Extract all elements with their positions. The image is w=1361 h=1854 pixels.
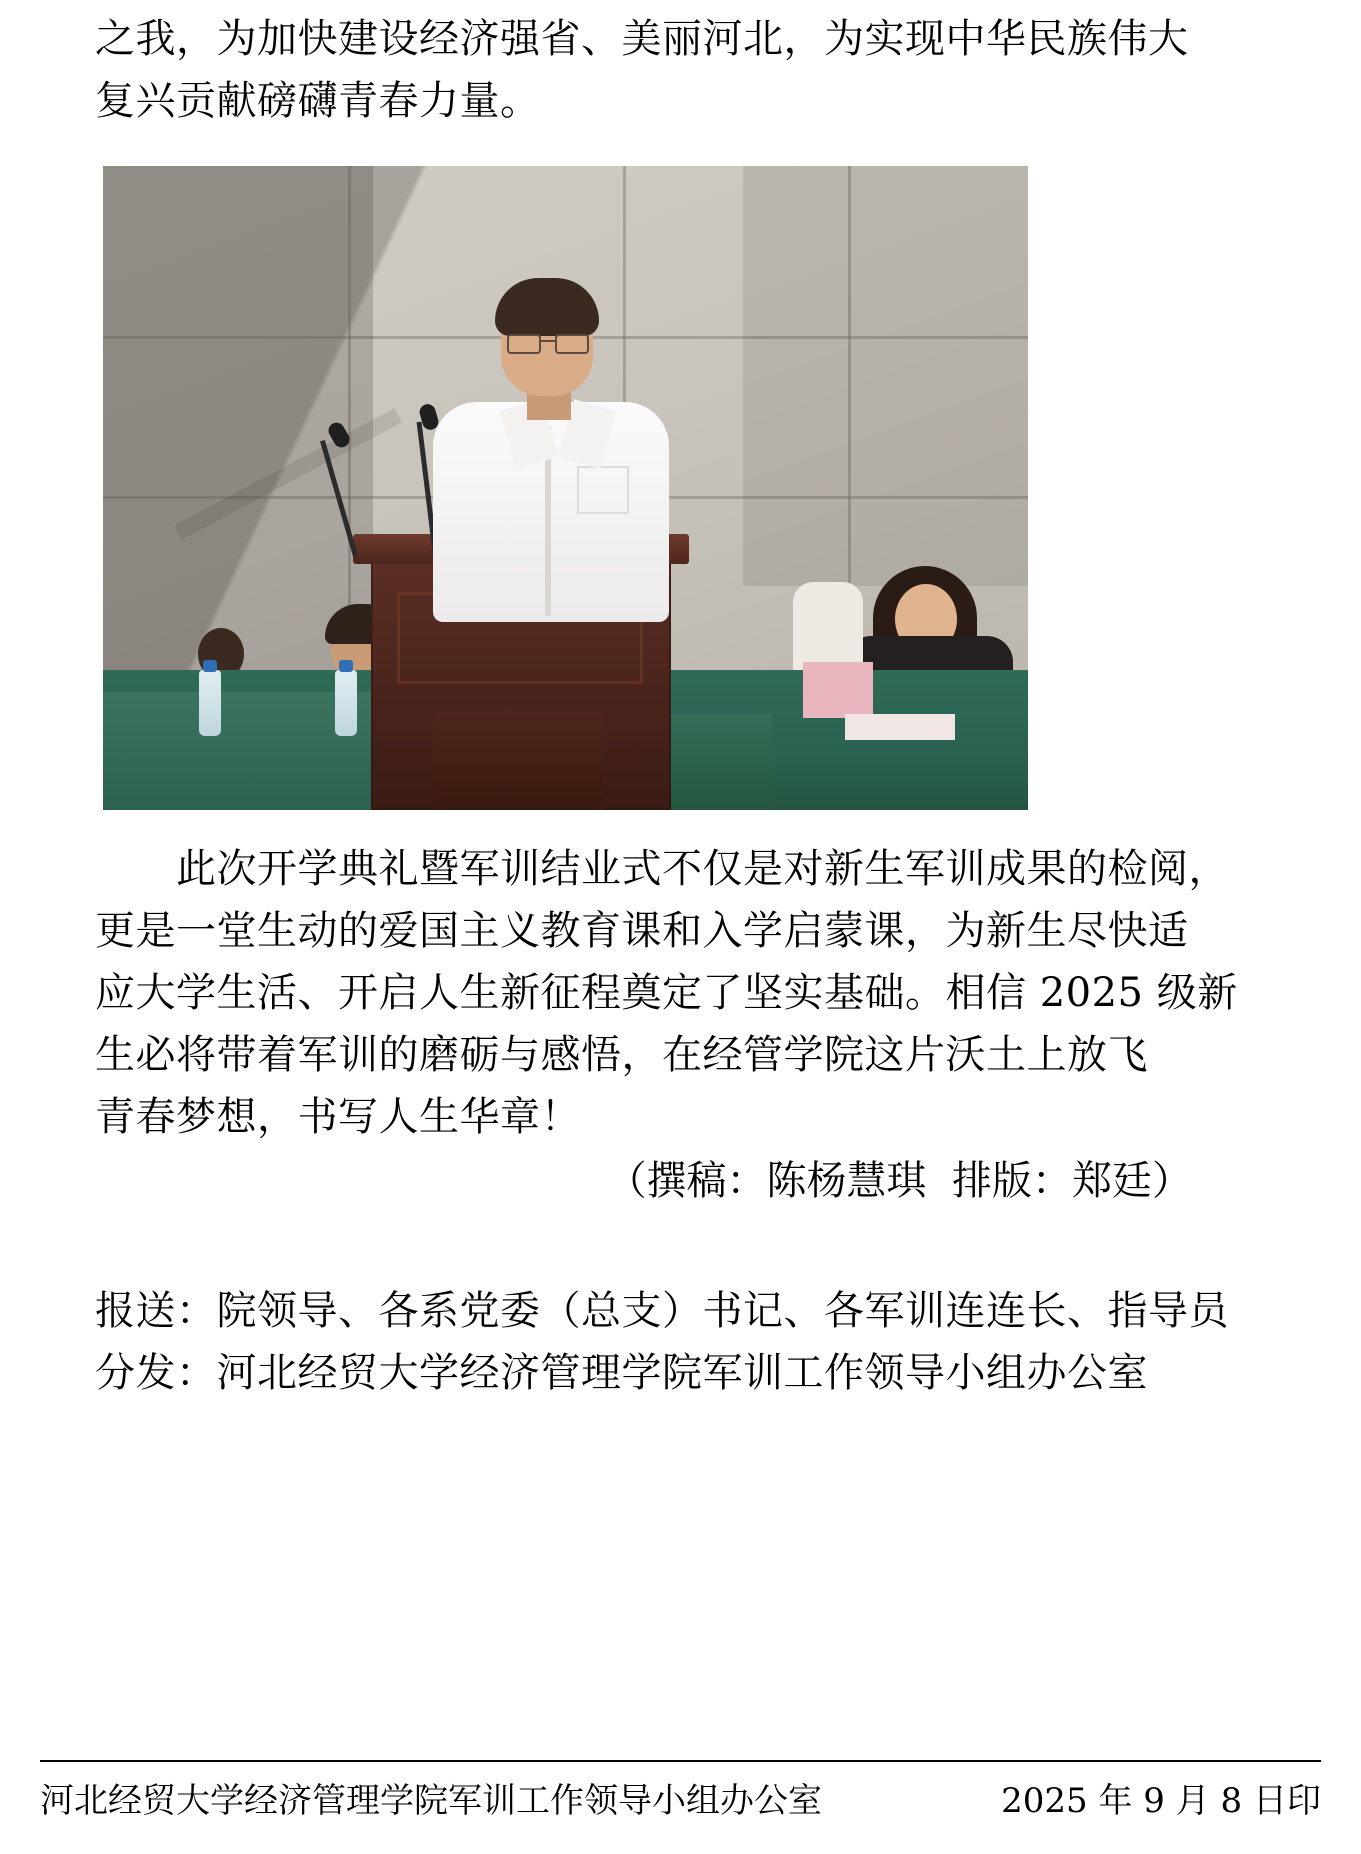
opening-ceremony-speech-photo <box>103 166 1028 810</box>
shirt-pocket <box>577 466 629 514</box>
wall-shadow <box>743 166 1028 586</box>
podium-base <box>433 710 603 810</box>
water-bottle <box>335 670 357 736</box>
distribution-block <box>95 1280 1270 1404</box>
footer <box>40 1774 1321 1828</box>
paragraph-line: 之我，为加快建设经济强省、美丽河北，为实现中华民族伟大 <box>95 16 1189 62</box>
documents <box>845 714 955 740</box>
paragraph-line: 应大学生活、开启人生新征程奠定了坚实基础。相信 2025 级新 <box>95 970 1238 1016</box>
paragraph-line: 复兴贡献磅礴青春力量。 <box>95 78 541 124</box>
footer-issuer: 河北经贸大学经济管理学院军训工作领导小组办公室 <box>40 1781 822 1821</box>
footer-divider <box>40 1760 1321 1762</box>
paragraph-line: 青春梦想，书写人生华章！ <box>95 1094 581 1140</box>
table-cloth-left <box>103 692 403 810</box>
paragraph-line: 更是一堂生动的爱国主义教育课和入学启蒙课，为新生尽快适 <box>95 908 1189 954</box>
distribution-line: 报送：院领导、各系党委（总支）书记、各军训连连长、指导员 <box>95 1288 1229 1334</box>
water-bottle <box>199 670 221 736</box>
photo-container <box>103 166 1028 810</box>
paragraph-line: 此次开学典礼暨军训结业式不仅是对新生军训成果的检阅， <box>95 846 1229 892</box>
footer-date: 2025 年 9 月 8 日印 <box>1001 1781 1321 1821</box>
paragraph-line: 生必将带着军训的磨砺与感悟，在经管学院这片沃土上放飞 <box>95 1032 1148 1078</box>
document-body <box>95 0 1270 1404</box>
continued-paragraph <box>95 8 1270 132</box>
distribution-line: 分发：河北经贸大学经济管理学院军训工作领导小组办公室 <box>95 1350 1148 1396</box>
red-papers <box>803 662 873 718</box>
glasses-icon <box>507 334 589 350</box>
closing-paragraph <box>95 838 1270 1148</box>
author-signature: （撰稿：陈杨慧琪 排版：郑廷） <box>606 1158 1192 1204</box>
